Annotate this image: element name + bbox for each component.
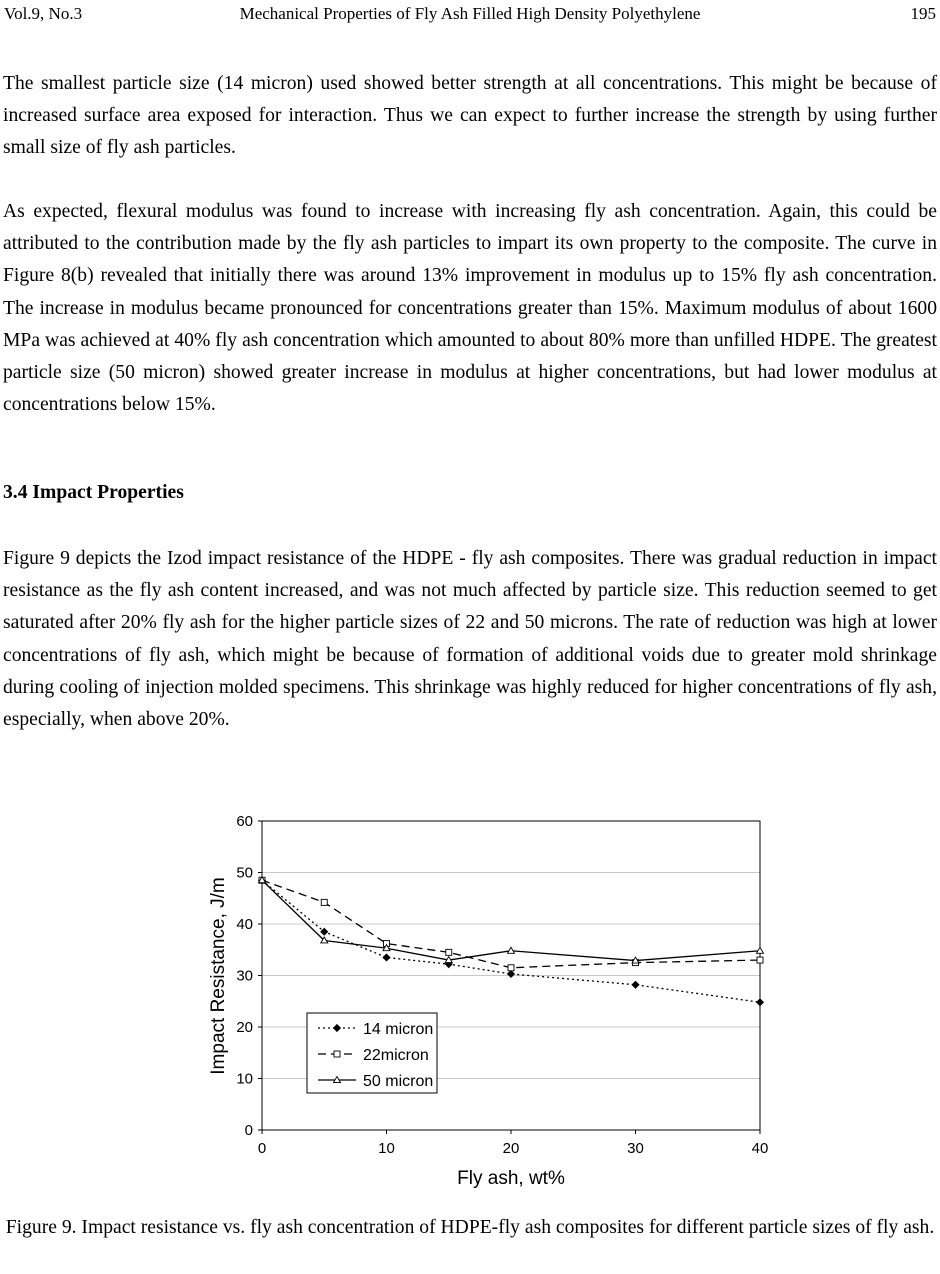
paragraph-flexural-modulus: As expected, flexural modulus was found to increase with increasing fly ash concentration. Again, this could be attributed to the contribution made by the fly ash particles to impart its own property to the composite. The curve in Figure 8(b) revealed that initially there was around 13% improvement in modulus up to 15% fly ash concentration. The increase in modulus became pronounced for concentrations greater than 15%. Maximum modulus of about 1600 MPa was achieved at 40% fly ash concentration which amounted to about 80% more than unfilled HDPE. The greatest particle size (50 micron) showed greater increase in modulus at higher concentrations, but had lower modulus at concentrations below 15%. <box>3 201 937 416</box>
y-tick-label: 40 <box>236 916 253 933</box>
x-tick-label: 40 <box>751 1140 769 1157</box>
series-3 <box>259 877 764 963</box>
series-line <box>262 880 760 1002</box>
y-tick-label: 50 <box>236 864 253 882</box>
legend-label: 22micron <box>363 1047 429 1064</box>
data-point <box>508 965 514 971</box>
x-tick-label: 10 <box>378 1140 395 1157</box>
data-point <box>632 981 639 988</box>
data-point <box>757 947 764 953</box>
legend-marker <box>334 1051 340 1057</box>
data-point <box>508 970 515 977</box>
data-point <box>757 957 763 963</box>
x-tick-label: 30 <box>627 1140 644 1157</box>
journal-volume: Vol.9, No.3 <box>4 4 83 23</box>
x-tick-label: 0 <box>257 1140 267 1157</box>
data-point <box>446 949 452 955</box>
impact-resistance-chart <box>200 805 780 1195</box>
page-number: 195 <box>910 4 936 23</box>
y-axis-label: Impact Resistance, J/m <box>208 877 229 1075</box>
x-axis-label: Fly ash, wt% <box>457 1168 565 1189</box>
legend-label: 50 micron <box>363 1073 434 1090</box>
data-point <box>383 954 390 961</box>
data-point <box>321 899 327 905</box>
chart-series <box>259 877 764 1006</box>
y-tick-label: 60 <box>236 813 253 830</box>
chart-legend <box>307 1013 437 1093</box>
x-tick-label: 20 <box>502 1140 520 1157</box>
chart-axis-ticks <box>236 813 768 1157</box>
y-tick-label: 30 <box>236 967 253 985</box>
legend-label: 14 micron <box>363 1021 434 1038</box>
y-tick-label: 20 <box>236 1019 253 1036</box>
data-point <box>757 999 764 1006</box>
data-point <box>321 928 328 935</box>
data-point <box>508 947 515 953</box>
y-tick-label: 10 <box>236 1070 253 1088</box>
running-title: Mechanical Properties of Fly Ash Filled High Density Polyethylene <box>239 4 701 23</box>
paragraph-impact-resistance: Figure 9 depicts the Izod impact resistance of the HDPE - fly ash composites. There was gradual reduction in impact resistance as the fly ash content increased, and was not much affected by particle size. This reduction seemed to get saturated after 20% fly ash for the higher particle sizes of 22 and 50 microns. The rate of reduction was high at lower concentrations of fly ash, which might be because of formation of additional voids due to greater mold shrinkage during cooling of injection molded specimens. This shrinkage was highly reduced for higher concentrations of fly ash, especially, when above 20%. <box>3 548 937 731</box>
y-tick-label: 0 <box>244 1122 253 1139</box>
section-heading-impact-properties: 3.4 Impact Properties <box>3 482 184 503</box>
figure-caption: Figure 9. Impact resistance vs. fly ash concentration of HDPE-fly ash composites for different particle sizes of fly ash. <box>5 1217 935 1238</box>
running-header <box>4 4 936 28</box>
paragraph-particle-size-strength: The smallest particle size (14 micron) used showed better strength at all concentrations. This might be because of increased surface area exposed for interaction. Thus we can expect to further increase the strength by using further small size of fly ash particles. <box>3 73 937 159</box>
